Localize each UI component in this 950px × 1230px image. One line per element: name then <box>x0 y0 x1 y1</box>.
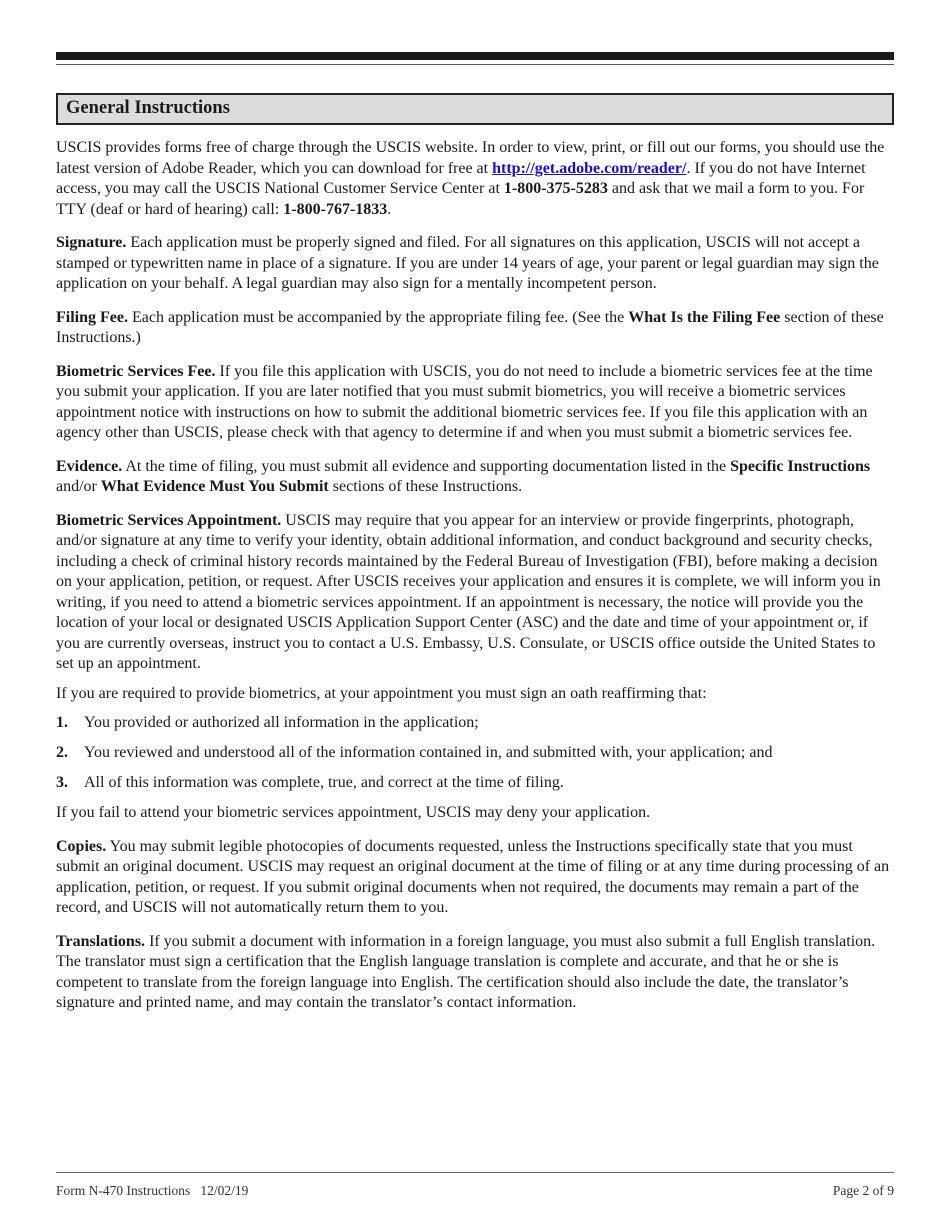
evidence-ref-what-evidence: What Evidence Must You Submit <box>100 478 329 495</box>
filing-fee-heading: Filing Fee. <box>56 308 128 326</box>
translations-text: If you submit a document with information in a foreign language, you must also submit a full English translation. The translator must sign a certification that the English language translation is complete and accurate, and that he or she is competent to translate from the foreign language into English. The certification should also include the date, the translator’s signature and printed name, and may contain the translator’s contact information. <box>56 932 876 1011</box>
biometric-appointment-heading: Biometric Services Appointment. <box>56 511 282 529</box>
document-body <box>56 138 896 1027</box>
list-item <box>56 743 896 764</box>
section-header <box>56 93 894 125</box>
filing-fee-text-1: Each application must be accompanied by the appropriate filing fee. (See the <box>127 308 629 326</box>
evidence-ref-specific: Specific Instructions <box>730 457 871 475</box>
signature-text: Each application must be properly signed and filed. For all signatures on this application, USCIS will not accept a stamped or typewritten name in place of a signature. If you are under 14 years of age, your parent or legal guardian may sign the application on your behalf. A legal guardian may also sign for a mentally incompetent person. <box>56 234 879 292</box>
signature-paragraph <box>56 233 896 295</box>
evidence-text-1: At the time of filing, you must submit all evidence and supporting documentation listed in the <box>122 457 731 475</box>
translations-paragraph <box>56 932 896 1014</box>
oath-outro: If you fail to attend your biometric services appointment, USCIS may deny your application. <box>56 804 651 821</box>
section-title: General Instructions <box>66 98 230 118</box>
filing-fee-paragraph <box>56 308 896 349</box>
signature-heading: Signature. <box>56 234 127 251</box>
evidence-heading: Evidence. <box>56 457 123 475</box>
footer-rule <box>56 1172 894 1173</box>
intro-paragraph <box>56 138 896 220</box>
oath-intro: If you are required to provide biometrics, at your appointment you must sign an oath reaffirming that: <box>56 684 707 702</box>
biometric-appointment-text: USCIS may require that you appear for an interview or provide fingerprints, photograph, and/or signature at any time to verify your identity, obtain additional information, and conduct background and security checks, including a check of criminal history records maintained by the Federal Bureau of Investigation (FBI), before making a decision on your application, petition, or request. After USCIS receives your application and ensures it is complete, we will inform you in writing, if you need to attend a biometric services appointment. If an appointment is necessary, the notice will provide you the location of your local or designated USCIS Application Support Center (ASC) and the date and time of your appointment or, if you are currently overseas, instruct you to contact a U.S. Embassy, U.S. Consulate, or USCIS office outside the United States to set up an appointment. <box>56 511 881 672</box>
evidence-text-2: and/or <box>56 478 101 495</box>
filing-fee-ref: What Is the Filing Fee <box>628 308 781 326</box>
adobe-reader-link[interactable]: http://get.adobe.com/reader/ <box>492 159 687 177</box>
copies-text: You may submit legible photocopies of documents requested, unless the Instructions specifically state that you must submit an original document. USCIS may request an original document at the time of filing or at any time during processing of an application, petition, or request. If you submit original documents when not required, the documents may remain a part of the record, and USCIS will not automatically return them to you. <box>56 837 890 916</box>
biometric-fee-paragraph <box>56 362 896 444</box>
intro-text-1: USCIS provides forms free of charge through the USCIS website. In order to view, print, or fill out our forms, you should use the latest version of Adobe Reader, which you can download for free at <box>56 139 885 177</box>
list-item <box>56 713 896 734</box>
list-number: 3. <box>56 774 68 791</box>
list-text: You provided or authorized all information in the application; <box>84 714 479 731</box>
evidence-paragraph <box>56 457 896 498</box>
intro-text-2: . If you do not have Internet access, you may call the USCIS National Customer Service Center at <box>56 159 866 197</box>
footer-form-id: Form N-470 Instructions 12/02/19 <box>56 1183 249 1198</box>
top-rule-thin <box>56 64 894 65</box>
copies-paragraph <box>56 837 896 919</box>
list-text: All of this information was complete, true, and correct at the time of filing. <box>84 774 564 791</box>
tty-phone: 1-800-767-1833 <box>283 200 388 218</box>
list-number: 2. <box>56 744 68 761</box>
biometric-appointment-paragraph <box>56 511 896 675</box>
top-rule-thick <box>56 52 894 60</box>
copies-heading: Copies. <box>56 837 107 855</box>
list-item <box>56 773 896 794</box>
intro-text-3: and ask that we mail a form to you. For TTY (deaf or hard of hearing) call: <box>56 180 865 218</box>
translations-heading: Translations. <box>56 932 146 950</box>
footer-page-number: Page 2 of 9 <box>832 1183 894 1198</box>
filing-fee-text-2: section of these Instructions.) <box>56 308 884 346</box>
biometric-fee-text: If you file this application with USCIS, you do not need to include a biometric services fee at the time you submit your application. If you are later notified that you must submit biometrics, you will receive a biometric services appointment notice with instructions on how to submit the additional biometric services fee. If you file this application with an agency other than USCIS, please check with that agency to determine if and when you must submit a biometric services fee. <box>56 362 873 441</box>
ncsc-phone: 1-800-375-5283 <box>503 180 608 197</box>
intro-text-4: . <box>387 200 392 218</box>
biometric-fee-heading: Biometric Services Fee. <box>56 362 216 380</box>
list-text: You reviewed and understood all of the information contained in, and submitted with, your application; and <box>84 744 773 761</box>
evidence-text-3: sections of these Instructions. <box>328 478 523 495</box>
list-number: 1. <box>56 714 68 731</box>
